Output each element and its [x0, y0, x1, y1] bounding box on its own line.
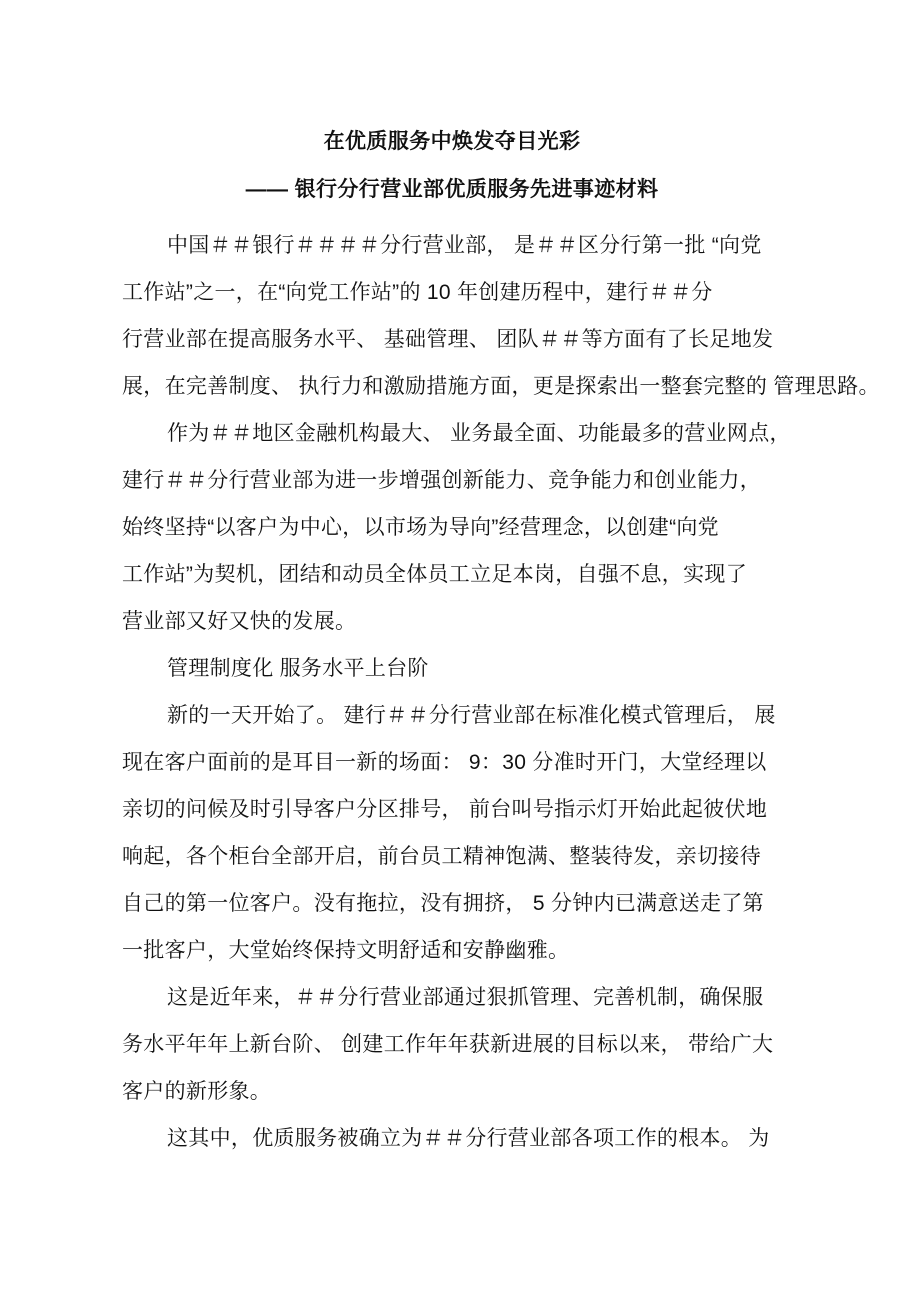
- text-line: 务水平年年上新台阶、 创建工作年年获新进展的目标以来， 带给广大: [122, 1033, 774, 1056]
- text-line: 亲切的问候及时引导客户分区排号， 前台叫号指示灯开始此起彼伏地: [122, 798, 768, 821]
- text-line: 工作站”为契机，团结和动员全体员工立足本岗，自强不息，实现了: [122, 563, 747, 586]
- paragraph-3: [122, 692, 782, 974]
- text-line: 现在客户面前的是耳目一新的场面： 9：30 分准时开门，大堂经理以: [122, 751, 767, 774]
- text-line: 这是近年来，＃＃分行营业部通过狠抓管理、完善机制，确保服: [167, 986, 764, 1009]
- text-line: 自己的第一位客户。没有拖拉，没有拥挤， 5 分钟内已满意送走了第: [122, 892, 764, 915]
- document-content: [122, 0, 880, 1162]
- text-line: 建行＃＃分行营业部为进一步增强创新能力、竞争能力和创业能力，: [122, 469, 761, 492]
- text-line: 中国＃＃银行＃＃＃＃分行营业部， 是＃＃区分行第一批 “向党: [167, 234, 762, 257]
- text-line: 客户的新形象。: [122, 1080, 272, 1103]
- text-line: 行营业部在提高服务水平、 基础管理、 团队＃＃等方面有了长足地发: [122, 328, 774, 351]
- text-line: 响起，各个柜台全部开启，前台员工精神饱满、整装待发，亲切接待: [122, 845, 761, 868]
- paragraph-5: [122, 1115, 782, 1162]
- page-subtitle: —— 银行分行营业部优质服务先进事迹材料: [245, 178, 659, 201]
- paragraph-1: [122, 222, 880, 410]
- text-line: 营业部又好又快的发展。: [122, 610, 357, 633]
- text-line: 展，在完善制度、 执行力和激励措施方面，更是探索出一整套完整的 管理思路。: [122, 375, 880, 398]
- text-line: 作为＃＃地区金融机构最大、 业务最全面、功能最多的营业网点，: [167, 422, 791, 445]
- text-line: 一批客户，大堂始终保持文明舒适和安静幽雅。: [122, 939, 570, 962]
- text-line: 新的一天开始了。 建行＃＃分行营业部在标准化模式管理后， 展: [167, 704, 776, 727]
- text-line: 始终坚持“以客户为中心，以市场为导向”经营理念，以创建“向党: [122, 516, 719, 539]
- title-body-spacer: [122, 200, 782, 222]
- text-line: 这其中，优质服务被确立为＃＃分行营业部各项工作的根本。 为: [167, 1127, 770, 1150]
- page-title: 在优质服务中焕发夺目光彩: [323, 130, 581, 153]
- paragraph-4: [122, 974, 782, 1115]
- text-line: 工作站”之一，在“向党工作站”的 10 年创建历程中，建行＃＃分: [122, 281, 713, 304]
- section-heading: 管理制度化 服务水平上台阶: [167, 657, 429, 680]
- paragraph-2: [122, 410, 791, 645]
